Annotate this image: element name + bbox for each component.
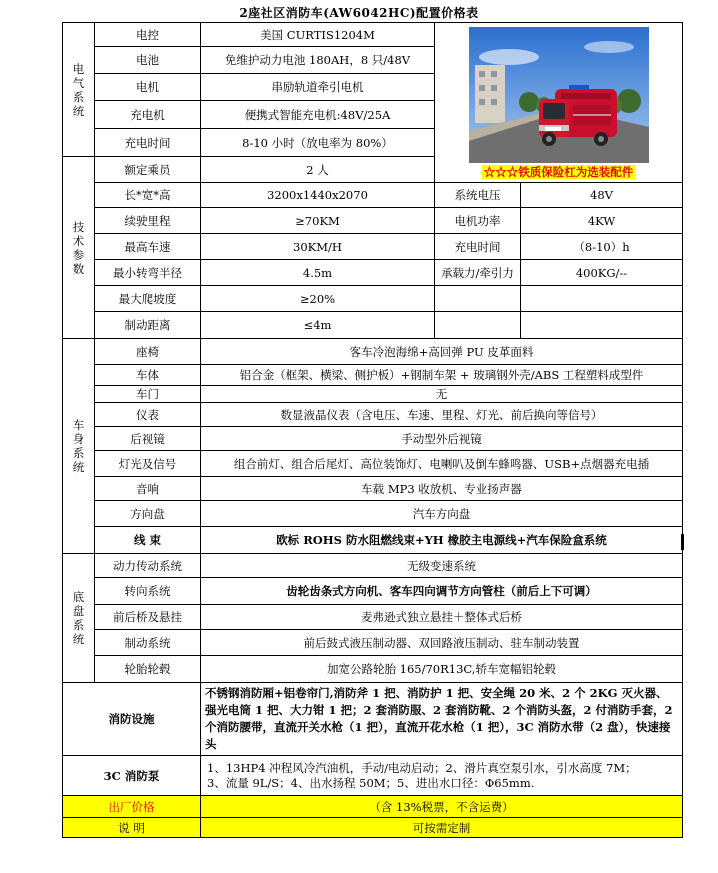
label-cell: 额定乘员: [95, 157, 201, 183]
value-cell: 30KM/H: [201, 234, 435, 260]
label-cell: 最高车速: [95, 234, 201, 260]
optional-bumper-note: ☆☆☆铁质保险杠为选装配件: [483, 164, 634, 179]
value-cell: 2 人: [201, 157, 435, 183]
label-cell: 电机功率: [435, 208, 521, 234]
value-cell: 齿轮齿条式方向机、客车四向调节方向管柱（前后上下可调）: [201, 578, 683, 605]
price-value: （含 13%税票，不含运费）: [201, 796, 683, 818]
value-cell: 3200x1440x2070: [201, 183, 435, 208]
label-cell: 消防设施: [63, 683, 201, 756]
value-cell: 前后鼓式液压制动器、双回路液压制动、驻车制动装置: [201, 630, 683, 656]
label-cell: 制动系统: [95, 630, 201, 656]
fire-vehicle-photo: [469, 27, 649, 163]
label-cell: 制动距离: [95, 312, 201, 339]
fire-equipment-list: 不锈钢消防厢+铝卷帘门,消防斧 1 把、消防护 1 把、安全绳 20 米、2 个 2KG 灭火器、强光电筒 1 把、大力钳 1 把；2 套消防服、2 套消防靴、2 个消防头盔，2 付消防手套，2 个消防腰带，直流开关水枪（1 把），直流开花水枪（1 把），3C 消防水带（2 盘），快速接头: [201, 683, 683, 756]
section-body: 车 身 系 统: [63, 339, 95, 554]
section-chassis: 底 盘 系 统: [63, 554, 95, 683]
value-cell: 无级变速系统: [201, 554, 683, 578]
empty-cell: [521, 286, 683, 312]
label-cell: 充电时间: [435, 234, 521, 260]
page-title: 2座社区消防车(AW6042HC)配置价格表: [239, 6, 479, 20]
section-electrical: 电 气 系 统: [63, 23, 95, 157]
note-value: 可按需定制: [201, 818, 683, 838]
value-cell: 汽车方向盘: [201, 501, 683, 527]
value-cell: （8-10）h: [521, 234, 683, 260]
value-cell: 4.5m: [201, 260, 435, 286]
label-cell: 动力传动系统: [95, 554, 201, 578]
value-cell: 加宽公路轮胎 165/70R13C,轿车宽幅铝轮毂: [201, 656, 683, 683]
label-cell: 线 束: [95, 527, 201, 554]
label-cell: 充电机: [95, 101, 201, 129]
label-cell: 车门: [95, 386, 201, 403]
pump-line: 1、13HP4 冲程风冷汽油机，手动/电动启动；2、滑片真空泵引水，引水高度 7M；: [207, 760, 637, 775]
value-cell: ≥20%: [201, 286, 435, 312]
value-cell: 麦弗逊式独立悬挂＋整体式后桥: [201, 605, 683, 630]
value-cell: 手动型外后视镜: [201, 427, 683, 451]
value-cell: 便携式智能充电机:48V/25A: [201, 101, 435, 129]
label-cell: 续驶里程: [95, 208, 201, 234]
value-cell: 欧标 ROHS 防水阻燃线束+YH 橡胶主电源线+汽车保险盒系统: [201, 527, 683, 554]
spec-table: [62, 22, 683, 838]
value-cell: 8-10 小时（放电率为 80%）: [201, 129, 435, 157]
label-cell: 后视镜: [95, 427, 201, 451]
value-cell: 免维护动力电池 180AH，8 只/48V: [201, 47, 435, 74]
label-cell: 座椅: [95, 339, 201, 365]
label-cell: 轮胎轮毂: [95, 656, 201, 683]
label-cell: 转向系统: [95, 578, 201, 605]
value-cell: 数显液晶仪表（含电压、车速、里程、灯光、前后换向等信号）: [201, 403, 683, 427]
value-cell: 无: [201, 386, 683, 403]
pump-line: 3、流量 9L/S；4、出水扬程 50M；5、进出水口径：Φ65mm.: [207, 775, 535, 790]
value-cell: ≥70KM: [201, 208, 435, 234]
label-cell: 电机: [95, 74, 201, 101]
value-cell: 组合前灯、组合后尾灯、高位装饰灯、电喇叭及倒车蜂鸣器、USB+点烟器充电插: [201, 451, 683, 477]
label-cell: 3C 消防泵: [63, 756, 201, 796]
label-cell: 灯光及信号: [95, 451, 201, 477]
section-technical: 技 术 参 数: [63, 157, 95, 339]
value-cell: 美国 CURTIS1204M: [201, 23, 435, 47]
label-cell: 方向盘: [95, 501, 201, 527]
label-cell: 电池: [95, 47, 201, 74]
value-cell: 48V: [521, 183, 683, 208]
value-cell: ≤4m: [201, 312, 435, 339]
label-cell: 电控: [95, 23, 201, 47]
value-cell: 车载 MP3 收放机、专业扬声器: [201, 477, 683, 501]
value-cell: 400KG/--: [521, 260, 683, 286]
label-cell: 车体: [95, 365, 201, 386]
label-cell: 充电时间: [95, 129, 201, 157]
label-cell: 最小转弯半径: [95, 260, 201, 286]
price-label: 出厂价格: [63, 796, 201, 818]
label-cell: 前后桥及悬挂: [95, 605, 201, 630]
label-cell: 最大爬坡度: [95, 286, 201, 312]
label-cell: 仪表: [95, 403, 201, 427]
pump-spec: [201, 756, 683, 796]
border-mark: [681, 534, 684, 550]
label-cell: 长*宽*高: [95, 183, 201, 208]
value-cell: 4KW: [521, 208, 683, 234]
empty-cell: [435, 286, 521, 312]
label-cell: 承载力/牵引力: [435, 260, 521, 286]
empty-cell: [435, 312, 521, 339]
label-cell: 系统电压: [435, 183, 521, 208]
product-photo-cell: [435, 23, 683, 183]
note-label: 说 明: [63, 818, 201, 838]
label-cell: 音响: [95, 477, 201, 501]
value-cell: 串励轨道牵引电机: [201, 74, 435, 101]
value-cell: 铝合金（框架、横梁、侧护板）+钢制车架 + 玻璃钢外壳/ABS 工程塑料成型件: [201, 365, 683, 386]
empty-cell: [521, 312, 683, 339]
value-cell: 客车冷泡海绵+高回弹 PU 皮革面料: [201, 339, 683, 365]
